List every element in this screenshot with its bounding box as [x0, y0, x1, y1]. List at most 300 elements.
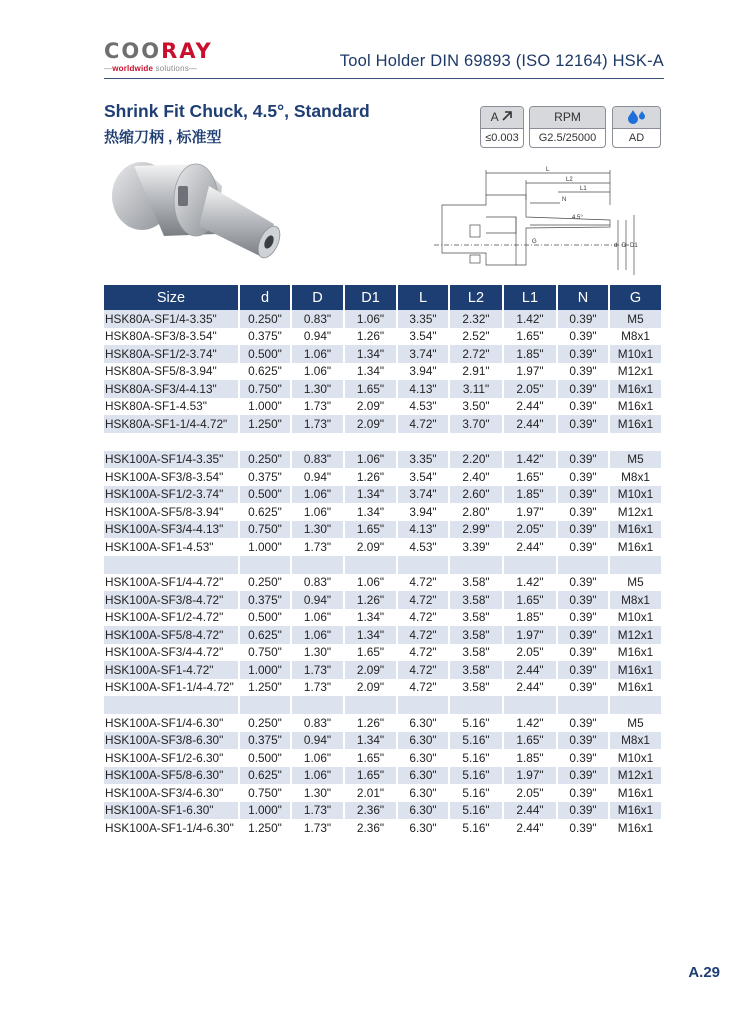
cell-l1: 2.05"	[503, 380, 557, 398]
drawing-label-l2: L2	[566, 177, 573, 183]
cell-size: HSK80A-SF3/4-4.13"	[104, 380, 239, 398]
cell-l: 6.30"	[397, 802, 449, 820]
cell-l2: 2.72"	[449, 345, 503, 363]
cell-d: 0.625"	[239, 767, 291, 785]
cell-l1: 1.85"	[503, 609, 557, 627]
cell-l: 6.30"	[397, 749, 449, 767]
cell-l2: 2.20"	[449, 451, 503, 469]
column-header-g: G	[609, 285, 661, 310]
brand-name-part2: RAY	[161, 39, 213, 63]
table-spacer-row	[104, 433, 661, 451]
cell-size: HSK80A-SF3/8-3.54"	[104, 328, 239, 346]
cell-l: 4.72"	[397, 609, 449, 627]
cell-d1: 1.34"	[344, 486, 397, 504]
cell-l: 3.74"	[397, 486, 449, 504]
cell-l: 6.30"	[397, 714, 449, 732]
cell-d1: 1.65"	[344, 380, 397, 398]
cell-d: 1.250"	[239, 679, 291, 697]
spacer-cell	[449, 696, 503, 714]
spacer-cell	[344, 696, 397, 714]
cell-d: 0.750"	[239, 784, 291, 802]
cell-l2: 5.16"	[449, 714, 503, 732]
table-row	[104, 767, 661, 785]
cell-l: 4.53"	[397, 538, 449, 556]
cell-l1: 2.05"	[503, 521, 557, 539]
spacer-cell	[449, 556, 503, 574]
cell-l: 3.94"	[397, 503, 449, 521]
cell-n: 0.39"	[557, 521, 609, 539]
cell-n: 0.39"	[557, 591, 609, 609]
table-row	[104, 626, 661, 644]
cell-l2: 2.80"	[449, 503, 503, 521]
spec-coolant-header	[613, 107, 660, 129]
cell-d-outer: 0.94"	[291, 732, 344, 750]
spec-accuracy-header	[481, 107, 523, 129]
table-row	[104, 310, 661, 328]
cell-d-outer: 1.73"	[291, 819, 344, 837]
specifications-table	[104, 285, 661, 837]
cell-d1: 1.34"	[344, 609, 397, 627]
table-row	[104, 784, 661, 802]
brand-wordmark	[104, 40, 222, 62]
cell-l1: 1.97"	[503, 626, 557, 644]
cell-g: M5	[627, 715, 644, 730]
column-header-d-outer: D	[291, 285, 344, 310]
cell-l: 4.72"	[397, 626, 449, 644]
cell-l1: 1.42"	[503, 451, 557, 469]
cell-d1: 2.09"	[344, 538, 397, 556]
cell-d: 0.500"	[239, 749, 291, 767]
table-row	[104, 486, 661, 504]
cell-d: 0.250"	[239, 574, 291, 592]
drawing-label-n: N	[562, 197, 567, 203]
cell-g: M5	[627, 575, 644, 590]
spacer-cell	[609, 433, 661, 451]
cell-d1: 1.65"	[344, 749, 397, 767]
cell-d-outer: 0.83"	[291, 451, 344, 469]
cell-g: M12x1	[609, 767, 661, 785]
cell-size: HSK100A-SF1/4-3.35"	[104, 451, 239, 469]
cell-l2: 3.58"	[449, 626, 503, 644]
cell-l2: 3.58"	[449, 644, 503, 662]
cell-g: M16x1	[617, 645, 654, 660]
cell-l1: 1.42"	[503, 310, 557, 328]
cell-g: M12x1	[617, 364, 654, 379]
cell-size: HSK80A-SF1/4-3.35"	[104, 310, 239, 328]
cell-l2: 2.91"	[449, 363, 503, 381]
product-title: Shrink Fit Chuck, 4.5°, Standard	[104, 101, 370, 121]
cell-n: 0.39"	[557, 626, 609, 644]
spec-rpm-label: RPM	[530, 107, 605, 129]
cell-l2: 2.52"	[449, 328, 503, 346]
cell-l: 3.54"	[397, 328, 449, 346]
cell-size: HSK100A-SF1-1/4-6.30"	[104, 819, 239, 837]
spacer-cell	[291, 696, 344, 714]
cell-l: 4.13"	[397, 521, 449, 539]
cell-n: 0.39"	[557, 661, 609, 679]
cell-l1: 1.97"	[503, 767, 557, 785]
spec-accuracy-label: A	[490, 110, 498, 124]
cell-d: 0.750"	[239, 380, 291, 398]
spacer-cell	[557, 556, 609, 574]
cell-d1: 1.26"	[344, 328, 397, 346]
table-row	[104, 538, 661, 556]
cell-d: 1.000"	[239, 802, 291, 820]
cell-size: HSK100A-SF1-6.30"	[104, 802, 239, 820]
arrow-up-right-icon	[501, 110, 513, 122]
cell-d1: 1.06"	[344, 451, 397, 469]
cell-d-outer: 1.06"	[291, 486, 344, 504]
cell-d1: 1.65"	[344, 644, 397, 662]
cell-n: 0.39"	[557, 486, 609, 504]
table-row	[104, 661, 661, 679]
cell-d1: 2.36"	[344, 802, 397, 820]
cell-l: 4.72"	[397, 591, 449, 609]
cell-d1: 1.34"	[344, 345, 397, 363]
table-row	[104, 819, 661, 837]
cell-d-outer: 1.06"	[291, 503, 344, 521]
cell-size: HSK100A-SF1/4-6.30"	[104, 714, 239, 732]
cell-n: 0.39"	[557, 819, 609, 837]
spacer-cell	[397, 696, 449, 714]
tagline-strong: worldwide	[112, 64, 154, 73]
coolant-drops-icon	[626, 108, 648, 124]
cell-l1: 2.44"	[503, 819, 557, 837]
brand-tagline	[104, 64, 222, 73]
cell-n: 0.39"	[557, 767, 609, 785]
table-row	[104, 380, 661, 398]
cell-g: M10x1	[609, 486, 661, 504]
cell-d: 1.000"	[239, 538, 291, 556]
table-row	[104, 574, 661, 592]
cell-d-outer: 1.30"	[291, 784, 344, 802]
spacer-cell	[503, 433, 557, 451]
cell-g: M8x1	[609, 732, 661, 750]
cell-l1: 1.85"	[503, 486, 557, 504]
table-row	[104, 679, 661, 697]
cell-l2: 5.16"	[449, 802, 503, 820]
cell-g: M16x1	[617, 820, 654, 835]
table-row	[104, 714, 661, 732]
cell-g: M10x1	[609, 345, 661, 363]
cell-n: 0.39"	[557, 802, 609, 820]
cell-l2: 3.11"	[449, 380, 503, 398]
cell-d: 0.250"	[239, 451, 291, 469]
cell-g: M10x1	[617, 610, 654, 625]
cell-l2: 3.58"	[449, 661, 503, 679]
table-row	[104, 415, 661, 433]
cell-n: 0.39"	[557, 345, 609, 363]
cell-l2: 3.70"	[449, 415, 503, 433]
drawing-label-l1: L1	[580, 186, 587, 192]
spacer-cell	[239, 433, 291, 451]
cell-l: 4.72"	[397, 644, 449, 662]
cell-d: 0.375"	[239, 591, 291, 609]
cell-d-outer: 1.73"	[291, 679, 344, 697]
spec-coolant	[612, 106, 661, 148]
cell-l: 6.30"	[397, 784, 449, 802]
cell-size: HSK80A-SF1-4.53"	[104, 398, 239, 416]
cell-d: 1.250"	[239, 415, 291, 433]
cell-l: 4.53"	[397, 398, 449, 416]
cell-size: HSK80A-SF5/8-3.94"	[104, 363, 239, 381]
cell-n: 0.39"	[557, 609, 609, 627]
cell-n: 0.39"	[557, 380, 609, 398]
cell-l: 4.72"	[397, 415, 449, 433]
cell-d: 0.500"	[239, 486, 291, 504]
cell-n: 0.39"	[557, 714, 609, 732]
spacer-cell	[609, 696, 661, 714]
cell-l1: 1.65"	[503, 732, 557, 750]
cell-d: 0.375"	[239, 732, 291, 750]
cell-d1: 2.36"	[344, 819, 397, 837]
spacer-cell	[557, 433, 609, 451]
brand-logo	[104, 40, 222, 76]
cell-size: HSK80A-SF1-1/4-4.72"	[104, 415, 239, 433]
cell-l2: 2.99"	[449, 521, 503, 539]
cell-d-outer: 1.30"	[291, 380, 344, 398]
cell-size: HSK100A-SF3/8-3.54"	[104, 468, 239, 486]
table-row	[104, 644, 661, 662]
table-row	[104, 345, 661, 363]
spacer-cell	[503, 696, 557, 714]
table-row	[104, 521, 661, 539]
spacer-cell	[344, 556, 397, 574]
page-number: A.29	[688, 964, 720, 981]
cell-d-outer: 1.06"	[291, 767, 344, 785]
cell-l: 3.74"	[397, 345, 449, 363]
table-row	[104, 328, 661, 346]
cell-d-outer: 0.94"	[291, 591, 344, 609]
table-row	[104, 802, 661, 820]
cell-d-outer: 1.73"	[291, 398, 344, 416]
drawing-label-d-outer: D	[622, 243, 627, 249]
cell-l: 3.35"	[397, 310, 449, 328]
cell-d-outer: 0.83"	[291, 574, 344, 592]
cell-l: 4.72"	[397, 679, 449, 697]
table-row	[104, 732, 661, 750]
spacer-cell	[239, 696, 291, 714]
cell-d: 0.250"	[239, 714, 291, 732]
cell-d-outer: 0.83"	[291, 714, 344, 732]
cell-l2: 5.16"	[449, 732, 503, 750]
cell-l2: 3.58"	[449, 591, 503, 609]
product-title-cn: 热缩刀柄 , 标准型	[104, 129, 222, 146]
cell-d: 0.625"	[239, 626, 291, 644]
cell-d1: 1.26"	[344, 714, 397, 732]
cell-size: HSK80A-SF1/2-3.74"	[104, 345, 239, 363]
cell-n: 0.39"	[557, 784, 609, 802]
cell-d1: 2.09"	[344, 661, 397, 679]
cell-n: 0.39"	[557, 468, 609, 486]
tagline-prefix: —	[104, 64, 113, 73]
cell-d: 0.750"	[239, 644, 291, 662]
cell-n: 0.39"	[557, 363, 609, 381]
cell-d1: 1.06"	[344, 574, 397, 592]
cell-n: 0.39"	[557, 679, 609, 697]
cell-l1: 2.44"	[503, 415, 557, 433]
spec-accuracy-value: ≤0.003	[485, 132, 519, 144]
cell-size: HSK100A-SF5/8-6.30"	[104, 767, 239, 785]
cell-size: HSK100A-SF3/8-4.72"	[104, 591, 239, 609]
cell-g: M10x1	[617, 750, 654, 765]
cell-l1: 1.65"	[503, 468, 557, 486]
table-row	[104, 609, 661, 627]
cell-l: 6.30"	[397, 767, 449, 785]
cell-g: M12x1	[609, 626, 661, 644]
cell-g: M5	[609, 451, 661, 469]
table-row	[104, 451, 661, 469]
cell-d-outer: 1.73"	[291, 538, 344, 556]
cell-size: HSK100A-SF5/8-3.94"	[104, 503, 239, 521]
cell-g: M12x1	[617, 504, 654, 519]
cell-l: 3.54"	[397, 468, 449, 486]
cell-d: 0.625"	[239, 363, 291, 381]
cell-g: M8x1	[609, 591, 661, 609]
cell-g: M16x1	[617, 399, 654, 414]
cell-d-outer: 1.06"	[291, 609, 344, 627]
cell-n: 0.39"	[557, 538, 609, 556]
cell-l2: 2.60"	[449, 486, 503, 504]
cell-g: M5	[609, 310, 661, 328]
tagline-rest: solutions—	[153, 64, 198, 73]
cell-n: 0.39"	[557, 503, 609, 521]
cell-d-outer: 0.94"	[291, 468, 344, 486]
cell-g: M8x1	[621, 329, 650, 344]
cell-l: 4.13"	[397, 380, 449, 398]
cell-l: 4.72"	[397, 661, 449, 679]
table-row	[104, 503, 661, 521]
spacer-cell	[503, 556, 557, 574]
cell-d1: 1.34"	[344, 626, 397, 644]
table-row	[104, 363, 661, 381]
cell-size: HSK100A-SF1/2-3.74"	[104, 486, 239, 504]
spacer-cell	[449, 433, 503, 451]
cell-d1: 2.01"	[344, 784, 397, 802]
cell-n: 0.39"	[557, 749, 609, 767]
cell-g: M16x1	[609, 380, 661, 398]
cell-d: 1.000"	[239, 661, 291, 679]
cell-l1: 1.85"	[503, 749, 557, 767]
table-spacer-row	[104, 696, 661, 714]
cell-l2: 3.58"	[449, 574, 503, 592]
spec-rpm	[529, 106, 606, 148]
column-header-d1: D1	[344, 285, 397, 310]
cell-l2: 3.58"	[449, 679, 503, 697]
table-row	[104, 749, 661, 767]
table-row	[104, 591, 661, 609]
spec-accuracy	[480, 106, 524, 148]
cell-size: HSK100A-SF1/4-4.72"	[104, 574, 239, 592]
cell-n: 0.39"	[557, 644, 609, 662]
spacer-cell	[557, 696, 609, 714]
cell-l1: 2.44"	[503, 661, 557, 679]
cell-n: 0.39"	[557, 451, 609, 469]
cell-size: HSK100A-SF3/8-6.30"	[104, 732, 239, 750]
spacer-cell	[104, 556, 239, 574]
spacer-cell	[291, 556, 344, 574]
cell-n: 0.39"	[557, 310, 609, 328]
cell-size: HSK100A-SF5/8-4.72"	[104, 626, 239, 644]
spacer-cell	[104, 696, 239, 714]
cell-l1: 2.44"	[503, 679, 557, 697]
drawing-label-l: L	[546, 167, 550, 173]
cell-d-outer: 1.73"	[291, 415, 344, 433]
cell-size: HSK100A-SF1/2-4.72"	[104, 609, 239, 627]
cell-d: 0.375"	[239, 328, 291, 346]
cell-l1: 1.65"	[503, 328, 557, 346]
cell-d-outer: 1.06"	[291, 363, 344, 381]
cell-d1: 2.09"	[344, 679, 397, 697]
cell-d-outer: 0.94"	[291, 328, 344, 346]
cell-d: 0.250"	[239, 310, 291, 328]
cell-d-outer: 1.06"	[291, 749, 344, 767]
catalog-section-title: Tool Holder DIN 69893 (ISO 12164) HSK-A	[339, 52, 664, 70]
cell-d1: 2.09"	[344, 398, 397, 416]
cell-g: M16x1	[609, 521, 661, 539]
cell-l1: 1.85"	[503, 345, 557, 363]
cell-d1: 1.26"	[344, 591, 397, 609]
cell-l: 6.30"	[397, 732, 449, 750]
spacer-cell	[609, 556, 661, 574]
cell-l2: 3.58"	[449, 609, 503, 627]
cell-l1: 1.97"	[503, 363, 557, 381]
cell-g: M16x1	[617, 680, 654, 695]
table-header-row	[104, 285, 661, 310]
cell-d1: 1.26"	[344, 468, 397, 486]
cell-size: HSK100A-SF3/4-4.13"	[104, 521, 239, 539]
cell-d: 0.750"	[239, 521, 291, 539]
spacer-cell	[397, 433, 449, 451]
cell-d1: 1.06"	[344, 310, 397, 328]
cell-size: HSK100A-SF1-1/4-4.72"	[104, 679, 239, 697]
cell-d1: 1.34"	[344, 363, 397, 381]
cell-l2: 5.16"	[449, 749, 503, 767]
cell-d: 1.000"	[239, 398, 291, 416]
cell-n: 0.39"	[557, 328, 609, 346]
cell-n: 0.39"	[557, 574, 609, 592]
column-header-l1: L1	[503, 285, 557, 310]
cell-n: 0.39"	[557, 398, 609, 416]
drawing-label-g: G	[532, 239, 537, 245]
cell-l1: 2.05"	[503, 784, 557, 802]
cell-l1: 2.44"	[503, 802, 557, 820]
cell-l2: 5.16"	[449, 819, 503, 837]
cell-size: HSK100A-SF1-4.72"	[104, 661, 239, 679]
cell-n: 0.39"	[557, 732, 609, 750]
cell-d-outer: 1.73"	[291, 802, 344, 820]
cell-d-outer: 1.06"	[291, 345, 344, 363]
column-header-l2: L2	[449, 285, 503, 310]
cell-d1: 1.65"	[344, 521, 397, 539]
technical-drawing	[430, 165, 660, 280]
table-row	[104, 468, 661, 486]
cell-l1: 1.65"	[503, 591, 557, 609]
cell-l1: 2.44"	[503, 398, 557, 416]
cell-l1: 1.42"	[503, 714, 557, 732]
cell-d: 0.500"	[239, 609, 291, 627]
cell-g: M16x1	[617, 785, 654, 800]
cell-d: 0.500"	[239, 345, 291, 363]
cell-size: HSK100A-SF1/2-6.30"	[104, 749, 239, 767]
brand-name-part1: COO	[104, 39, 162, 63]
cell-l2: 5.16"	[449, 784, 503, 802]
cell-d1: 1.65"	[344, 767, 397, 785]
cell-l2: 2.40"	[449, 468, 503, 486]
drawing-label-d1: D1	[630, 243, 638, 249]
cell-g: M16x1	[617, 539, 654, 554]
spacer-cell	[104, 433, 239, 451]
